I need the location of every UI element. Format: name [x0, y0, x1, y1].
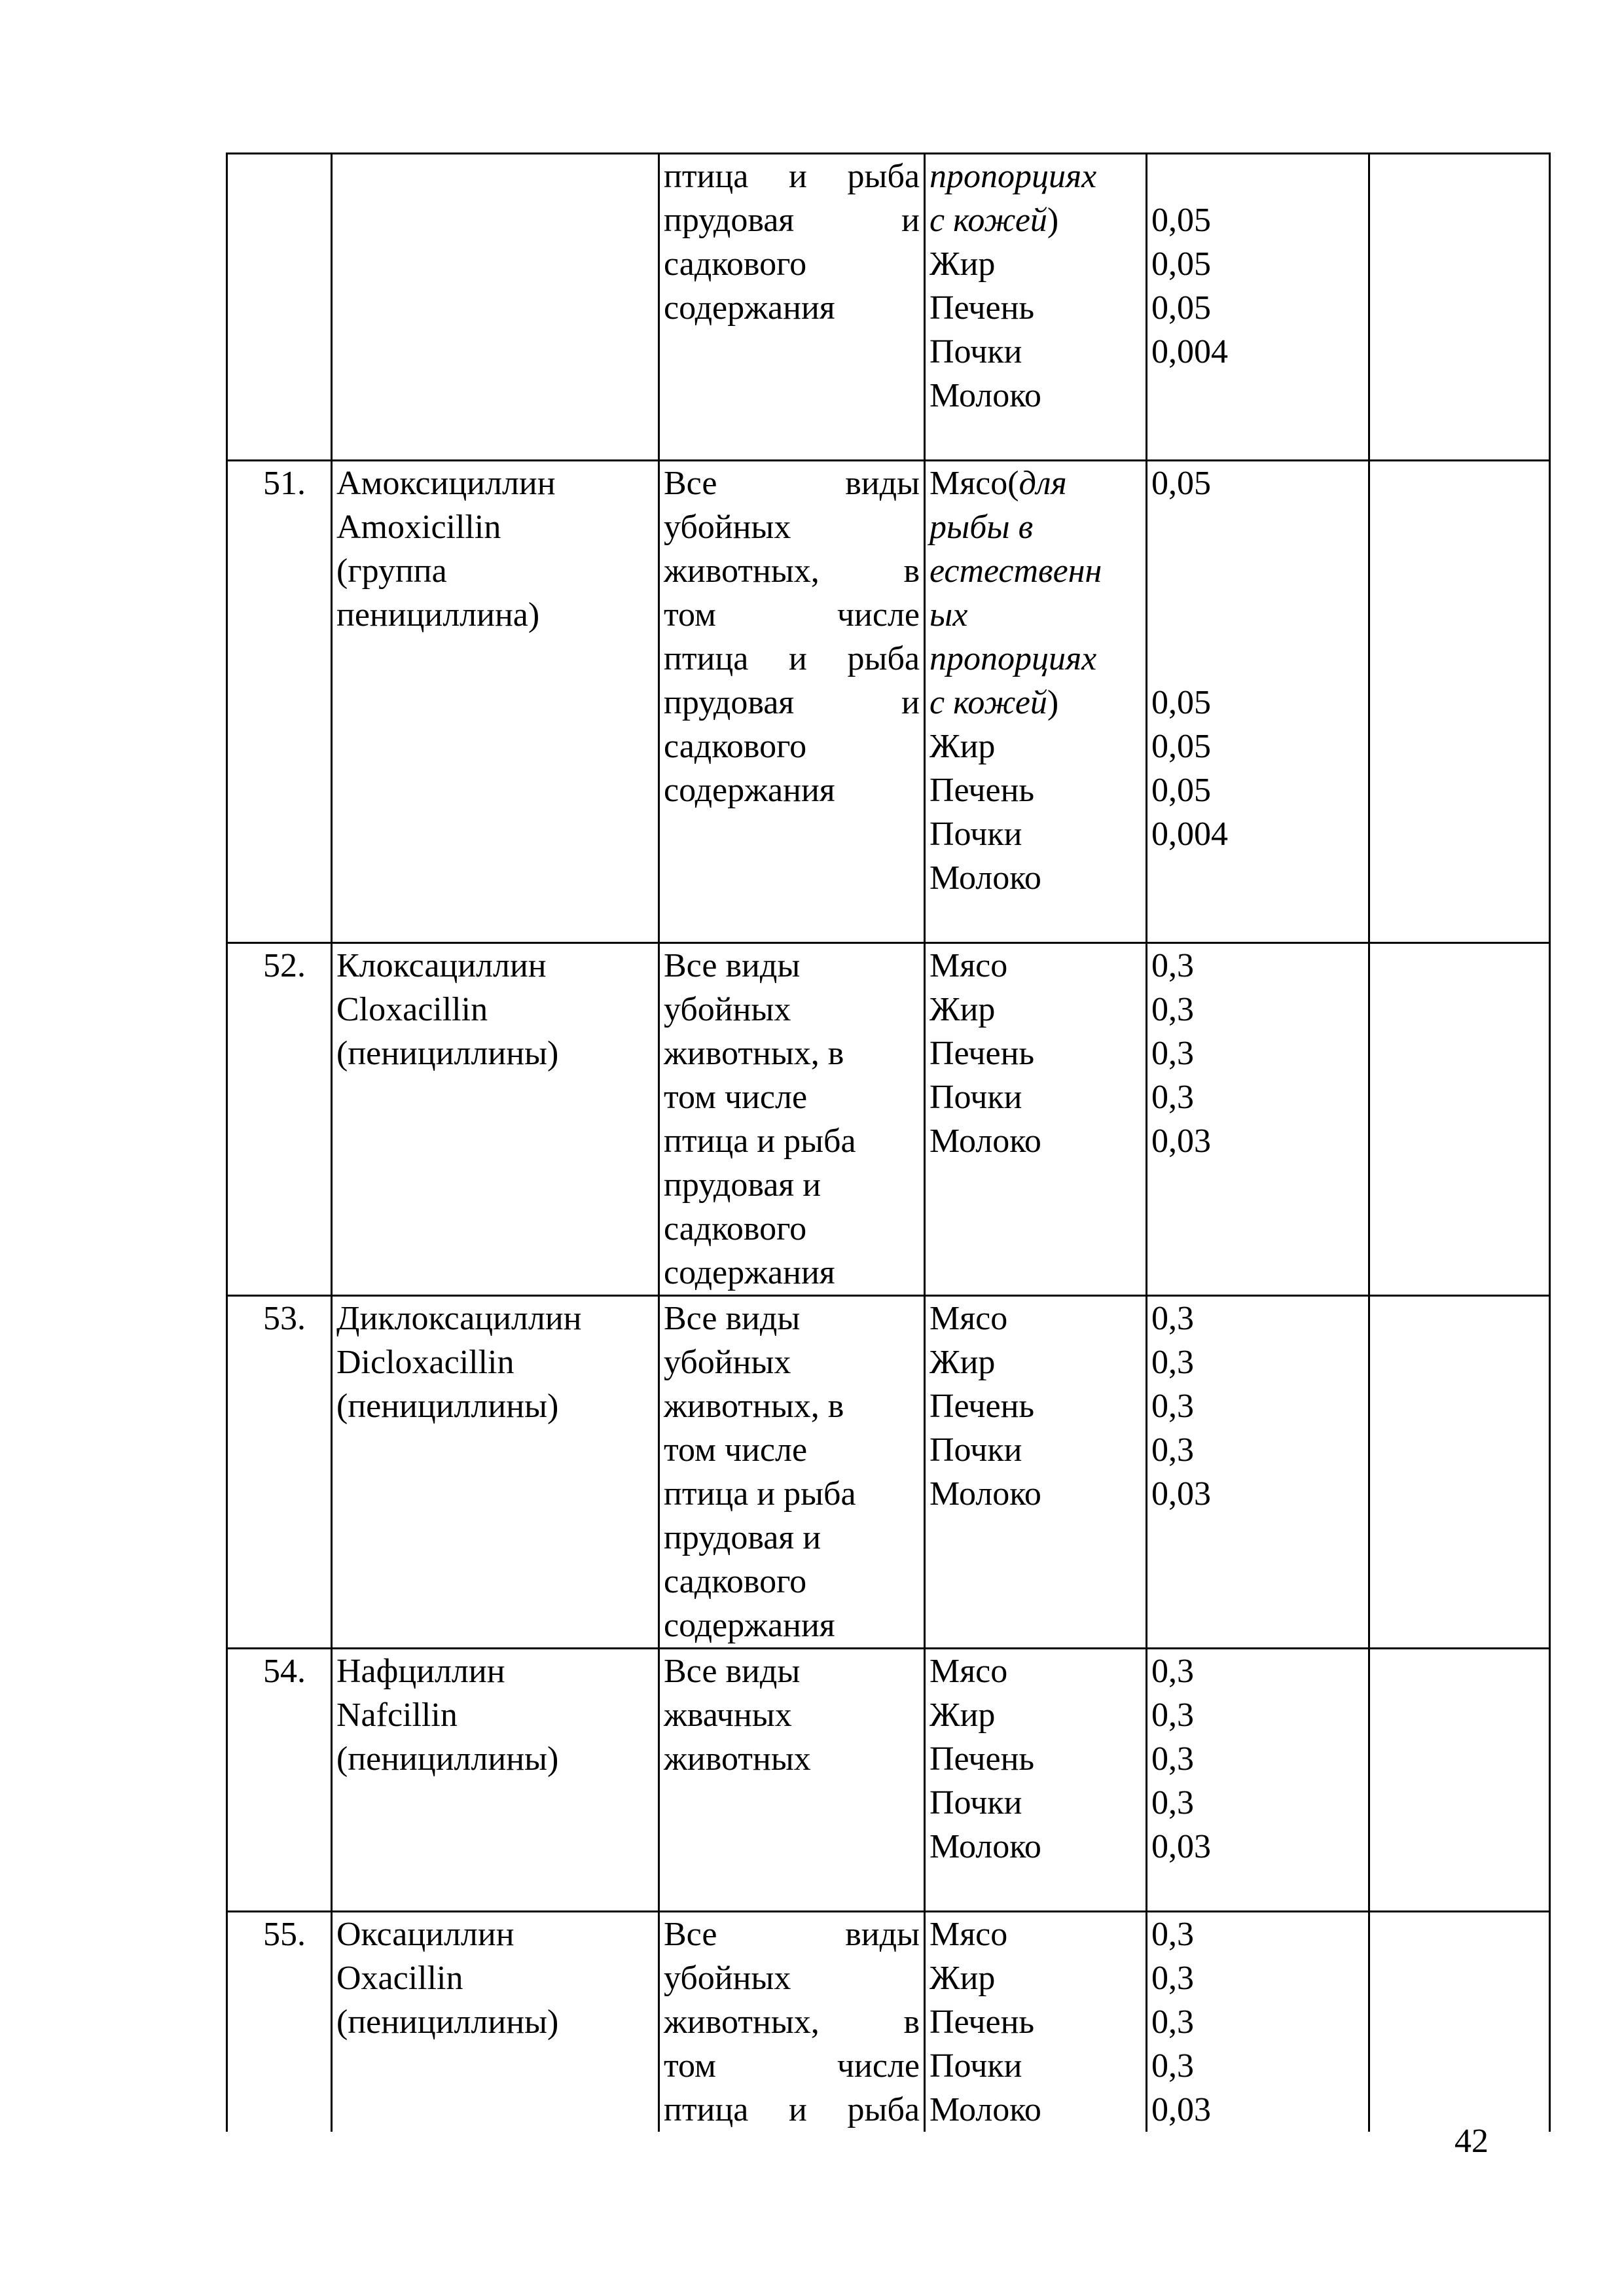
tissue-line — [929, 988, 1142, 1031]
tissue-line — [929, 1340, 1142, 1384]
row-number-cell — [227, 943, 332, 1296]
limit-value: 0,03 — [1151, 1828, 1211, 1865]
tissue-line — [929, 286, 1142, 330]
tissue-line — [929, 461, 1142, 505]
notes-cell — [1369, 1912, 1550, 2132]
animal-species-line: птица и рыба — [664, 1475, 856, 1513]
row-number: 52. — [263, 947, 306, 984]
table-row — [227, 154, 1550, 461]
tissue-line — [929, 1297, 1142, 1340]
tissue-line — [929, 637, 1142, 681]
tissue-text: рыбы в — [929, 509, 1034, 546]
substance-name-line: Nafcillin — [336, 1696, 458, 1734]
animal-species-line: жвачных — [664, 1696, 792, 1734]
tissue-text: Молоко — [929, 859, 1041, 897]
tissue-line — [929, 1912, 1142, 1956]
animal-species-line: садкового — [664, 245, 807, 283]
page-number: 42 — [1454, 2123, 1489, 2160]
tissue-line — [929, 681, 1142, 725]
tissue-line — [929, 812, 1142, 856]
tissue-cell — [925, 1912, 1147, 2132]
animal-species-cell — [659, 1912, 925, 2132]
tissue-text: Почки — [929, 1784, 1022, 1821]
row-number-cell — [227, 154, 332, 461]
notes-cell — [1369, 154, 1550, 461]
substance-name-line: (пенициллины) — [336, 1388, 559, 1425]
tissue-line — [929, 549, 1142, 593]
tissue-text: Мясо — [929, 1916, 1008, 1953]
tissue-text: пропорциях — [929, 640, 1097, 677]
animal-species-line: Все виды — [664, 1300, 801, 1337]
tissue-text: Молоко — [929, 377, 1041, 414]
notes-cell — [1369, 943, 1550, 1296]
limit-value-cell — [1147, 943, 1369, 1296]
substance-name-line: Клоксациллин — [336, 947, 547, 984]
limit-value: 0,3 — [1151, 1960, 1194, 1997]
limit-value: 0,004 — [1151, 816, 1228, 853]
tissue-line — [929, 1384, 1142, 1428]
limit-value: 0,03 — [1151, 1475, 1211, 1513]
table-row — [227, 461, 1550, 943]
limit-value: 0,05 — [1151, 289, 1211, 327]
table-row — [227, 1649, 1550, 1912]
limit-value: 0,05 — [1151, 684, 1211, 721]
tissue-text: Печень — [929, 2003, 1035, 2041]
animal-species-line: прудовая и — [664, 1166, 821, 1204]
limit-value: 0,3 — [1151, 1035, 1194, 1072]
substance-name-line: Амоксициллин — [336, 465, 556, 502]
tissue-line — [929, 374, 1142, 418]
substance-name-line: Нафциллин — [336, 1653, 505, 1690]
table-row — [227, 1912, 1550, 2132]
substance-name-cell — [332, 154, 659, 461]
residue-limits-table — [226, 152, 1551, 2132]
animal-species-line: том числе — [664, 1431, 808, 1469]
tissue-text: для — [1019, 465, 1067, 502]
limit-value: 0,3 — [1151, 1431, 1194, 1469]
tissue-text: Жир — [929, 1696, 996, 1734]
tissue-line — [929, 1119, 1142, 1163]
tissue-cell — [925, 154, 1147, 461]
substance-name-line: Oxacillin — [336, 1960, 463, 1997]
animal-species-line: птица и рыба — [664, 640, 920, 677]
tissue-text: Почки — [929, 2047, 1022, 2085]
animal-species-line: Все виды — [664, 1653, 801, 1690]
animal-species-line: том числе — [664, 596, 920, 634]
table-row — [227, 943, 1550, 1296]
tissue-text: ) — [1047, 202, 1059, 239]
tissue-text: с кожей — [929, 202, 1047, 239]
tissue-cell — [925, 1296, 1147, 1649]
limit-value: 0,3 — [1151, 1388, 1194, 1425]
limit-value — [1151, 593, 1364, 637]
animal-species-line: убойных — [664, 991, 791, 1028]
animal-species-line: убойных — [664, 1344, 791, 1381]
substance-name-line: Dicloxacillin — [336, 1344, 514, 1381]
limit-value: 0,03 — [1151, 1122, 1211, 1160]
limit-value — [1151, 374, 1364, 418]
limit-value: 0,05 — [1151, 465, 1211, 502]
tissue-cell — [925, 461, 1147, 943]
row-number: 53. — [263, 1300, 306, 1337]
substance-name-line: (пенициллины) — [336, 1740, 559, 1778]
animal-species-line: содержания — [664, 289, 835, 327]
animal-species-line: птица и рыба — [664, 1122, 856, 1160]
limit-value: 0,05 — [1151, 245, 1211, 283]
tissue-text: Жир — [929, 991, 996, 1028]
tissue-line — [929, 198, 1142, 242]
limit-value: 0,3 — [1151, 947, 1194, 984]
substance-name-cell — [332, 461, 659, 943]
tissue-text: Почки — [929, 1079, 1022, 1116]
substance-name-cell — [332, 1912, 659, 2132]
tissue-line — [929, 1825, 1142, 1869]
substance-name-cell — [332, 1649, 659, 1912]
animal-species-line: убойных — [664, 1960, 791, 1997]
animal-species-line: том числе — [664, 2047, 920, 2085]
tissue-line — [929, 1472, 1142, 1516]
substance-name-line: Amoxicillin — [336, 509, 501, 546]
limit-value: 0,05 — [1151, 202, 1211, 239]
tissue-text: Печень — [929, 1035, 1035, 1072]
row-number-cell — [227, 1912, 332, 2132]
row-number-cell — [227, 1649, 332, 1912]
animal-species-line: птица и рыба — [664, 158, 920, 195]
tissue-text: Печень — [929, 1388, 1035, 1425]
animal-species-line: содержания — [664, 772, 835, 809]
tissue-text: Молоко — [929, 1828, 1041, 1865]
tissue-line — [929, 1031, 1142, 1075]
substance-name-cell — [332, 1296, 659, 1649]
tissue-line — [929, 856, 1142, 900]
animal-species-line: прудовая и — [664, 202, 920, 239]
limit-value: 0,3 — [1151, 1784, 1194, 1821]
animal-species-line: птица и рыба — [664, 2091, 920, 2128]
tissue-line — [929, 1737, 1142, 1781]
tissue-line — [929, 1075, 1142, 1119]
animal-species-line: содержания — [664, 1254, 835, 1291]
tissue-line — [929, 1428, 1142, 1472]
animal-species-line: убойных — [664, 509, 791, 546]
substance-name-line: Cloxacillin — [336, 991, 488, 1028]
limit-value: 0,3 — [1151, 991, 1194, 1028]
row-number: 54. — [263, 1653, 306, 1690]
animal-species-line: Все виды — [664, 947, 801, 984]
animal-species-line: содержания — [664, 1607, 835, 1644]
animal-species-line: животных — [664, 1740, 811, 1778]
tissue-text: Жир — [929, 245, 996, 283]
limit-value: 0,3 — [1151, 1300, 1194, 1337]
table-row — [227, 1296, 1550, 1649]
tissue-line — [929, 1781, 1142, 1825]
tissue-text: Печень — [929, 289, 1035, 327]
animal-species-line: прудовая и — [664, 684, 920, 721]
animal-species-line: животных, в — [664, 1035, 844, 1072]
tissue-text: Мясо( — [929, 465, 1019, 502]
tissue-text: Мясо — [929, 1300, 1008, 1337]
limit-value: 0,05 — [1151, 772, 1211, 809]
animal-species-line: садкового — [664, 1563, 807, 1600]
tissue-line — [929, 242, 1142, 286]
row-number: 55. — [263, 1916, 306, 1953]
tissue-line — [929, 330, 1142, 374]
limit-value-cell — [1147, 1296, 1369, 1649]
tissue-line — [929, 593, 1142, 637]
limit-value — [1151, 154, 1364, 198]
tissue-cell — [925, 1649, 1147, 1912]
limit-value: 0,3 — [1151, 1696, 1194, 1734]
animal-species-cell — [659, 1296, 925, 1649]
limit-value-cell — [1147, 461, 1369, 943]
limit-value-cell — [1147, 154, 1369, 461]
limit-value: 0,3 — [1151, 1740, 1194, 1778]
substance-name-line: (пенициллины) — [336, 2003, 559, 2041]
tissue-text: Жир — [929, 1344, 996, 1381]
limit-value — [1151, 856, 1364, 900]
tissue-text: с кожей — [929, 684, 1047, 721]
tissue-text: Молоко — [929, 2091, 1041, 2128]
animal-species-line: Все виды — [664, 1916, 920, 1953]
tissue-cell — [925, 943, 1147, 1296]
tissue-line — [929, 725, 1142, 768]
limit-value: 0,3 — [1151, 2047, 1194, 2085]
substance-name-line: (группа — [336, 552, 447, 590]
row-number: 51. — [263, 465, 306, 502]
tissue-line — [929, 1693, 1142, 1737]
tissue-line — [929, 2088, 1142, 2132]
animal-species-line: животных, в — [664, 552, 920, 590]
notes-cell — [1369, 1296, 1550, 1649]
substance-name-line: пенициллина) — [336, 596, 540, 634]
limit-value — [1151, 637, 1364, 681]
tissue-text: Мясо — [929, 1653, 1008, 1690]
tissue-line — [929, 2000, 1142, 2044]
limit-value-cell — [1147, 1912, 1369, 2132]
tissue-text: естественн — [929, 552, 1102, 590]
limit-value: 0,03 — [1151, 2091, 1211, 2128]
tissue-text: Молоко — [929, 1475, 1041, 1513]
animal-species-cell — [659, 943, 925, 1296]
substance-name-line: (пенициллины) — [336, 1035, 559, 1072]
tissue-line — [929, 505, 1142, 549]
tissue-line — [929, 768, 1142, 812]
notes-cell — [1369, 461, 1550, 943]
animal-species-line: садкового — [664, 1210, 807, 1247]
animal-species-line: садкового — [664, 728, 807, 765]
tissue-text: Мясо — [929, 947, 1008, 984]
limit-value: 0,004 — [1151, 333, 1228, 370]
tissue-text: Молоко — [929, 1122, 1041, 1160]
limit-value: 0,05 — [1151, 728, 1211, 765]
animal-species-line: животных, в — [664, 2003, 920, 2041]
animal-species-line: Все виды — [664, 465, 920, 502]
animal-species-cell — [659, 154, 925, 461]
notes-cell — [1369, 1649, 1550, 1912]
limit-value: 0,3 — [1151, 1653, 1194, 1690]
tissue-line — [929, 154, 1142, 198]
tissue-text: ых — [929, 596, 968, 634]
tissue-text: пропорциях — [929, 158, 1097, 195]
table-body — [227, 154, 1550, 2132]
limit-value: 0,3 — [1151, 1344, 1194, 1381]
limit-value: 0,3 — [1151, 1079, 1194, 1116]
tissue-text: Печень — [929, 1740, 1035, 1778]
tissue-line — [929, 1649, 1142, 1693]
tissue-text: Жир — [929, 728, 996, 765]
animal-species-line: прудовая и — [664, 1519, 821, 1556]
limit-value: 0,3 — [1151, 1916, 1194, 1953]
tissue-line — [929, 944, 1142, 988]
substance-name-cell — [332, 943, 659, 1296]
limit-value: 0,3 — [1151, 2003, 1194, 2041]
substance-name-line: Оксациллин — [336, 1916, 514, 1953]
tissue-text: ) — [1047, 684, 1059, 721]
limit-value — [1151, 505, 1364, 549]
tissue-line — [929, 1956, 1142, 2000]
tissue-text: Печень — [929, 772, 1035, 809]
animal-species-cell — [659, 461, 925, 943]
tissue-text: Почки — [929, 816, 1022, 853]
row-number-cell — [227, 461, 332, 943]
substance-name-line: Диклоксациллин — [336, 1300, 582, 1337]
animal-species-cell — [659, 1649, 925, 1912]
animal-species-line: животных, в — [664, 1388, 844, 1425]
tissue-line — [929, 2044, 1142, 2088]
limit-value — [1151, 549, 1364, 593]
tissue-text: Почки — [929, 1431, 1022, 1469]
animal-species-line: том числе — [664, 1079, 808, 1116]
row-number-cell — [227, 1296, 332, 1649]
tissue-text: Жир — [929, 1960, 996, 1997]
limit-value-cell — [1147, 1649, 1369, 1912]
tissue-text: Почки — [929, 333, 1022, 370]
